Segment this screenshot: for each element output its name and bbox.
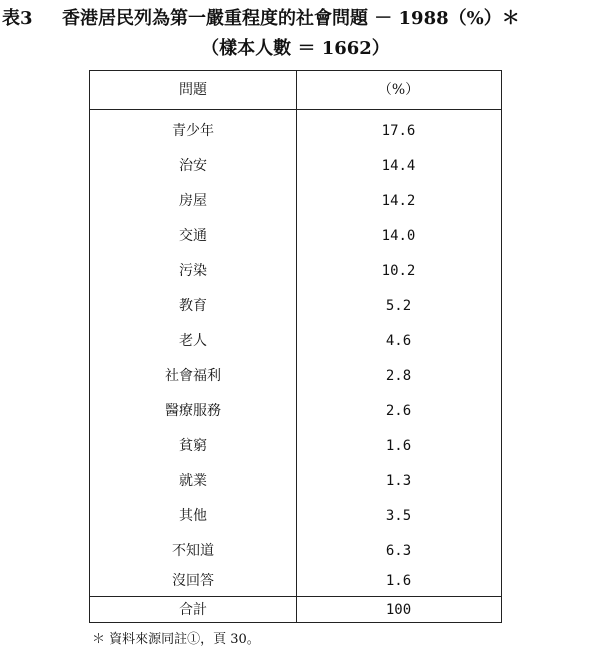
table-row-problem: 治安 [179, 158, 207, 174]
table-row-percent: 3.5 [385, 508, 412, 524]
header-percent: （%） [377, 82, 420, 98]
total-row-percent: 100 [385, 602, 412, 618]
table-row-percent: 10.2 [381, 263, 416, 279]
table-row-percent: 5.2 [385, 298, 412, 314]
table-label: 表3 [2, 8, 33, 29]
table-row-percent: 2.6 [385, 403, 412, 419]
table-row-problem: 老人 [179, 333, 207, 349]
table-row-percent: 14.0 [381, 228, 416, 244]
source-footnote: ＊ 資料來源同註①，頁 30。 [92, 632, 260, 647]
table-row-percent: 1.6 [385, 573, 412, 589]
table-row-problem: 不知道 [172, 543, 214, 559]
table-row-percent: 17.6 [381, 123, 416, 139]
table-title [0, 6, 591, 32]
table-row-percent: 14.4 [381, 158, 416, 174]
table-row-problem: 醫療服務 [165, 403, 221, 419]
total-divider [90, 596, 501, 597]
table-row-percent: 6.3 [385, 543, 412, 559]
table-row-problem: 青少年 [172, 123, 214, 139]
table-row-percent: 2.8 [385, 368, 412, 384]
table-row-problem: 其他 [179, 508, 207, 524]
table-title-text: 香港居民列為第一嚴重程度的社會問題 － 1988（%）＊ [62, 8, 520, 29]
sample-size-subtitle: （樣本人數 ＝ 1662） [201, 38, 390, 59]
table-row-problem: 教育 [179, 298, 207, 314]
table-row-percent: 1.3 [385, 473, 412, 489]
table-row-problem: 社會福利 [165, 368, 221, 384]
table-row-percent: 4.6 [385, 333, 412, 349]
table-row-problem: 污染 [179, 263, 207, 279]
table-row-problem: 房屋 [179, 193, 207, 209]
header-problem: 問題 [179, 82, 207, 98]
table-row-problem: 貧窮 [179, 438, 207, 454]
table-row-percent: 1.6 [385, 438, 412, 454]
table-row-problem: 就業 [179, 473, 207, 489]
total-row-label: 合計 [179, 602, 207, 618]
table-row-problem: 交通 [179, 228, 207, 244]
data-table [89, 70, 502, 623]
table-row-percent: 14.2 [381, 193, 416, 209]
table-row-problem: 沒回答 [172, 573, 214, 589]
header-divider [90, 109, 501, 110]
